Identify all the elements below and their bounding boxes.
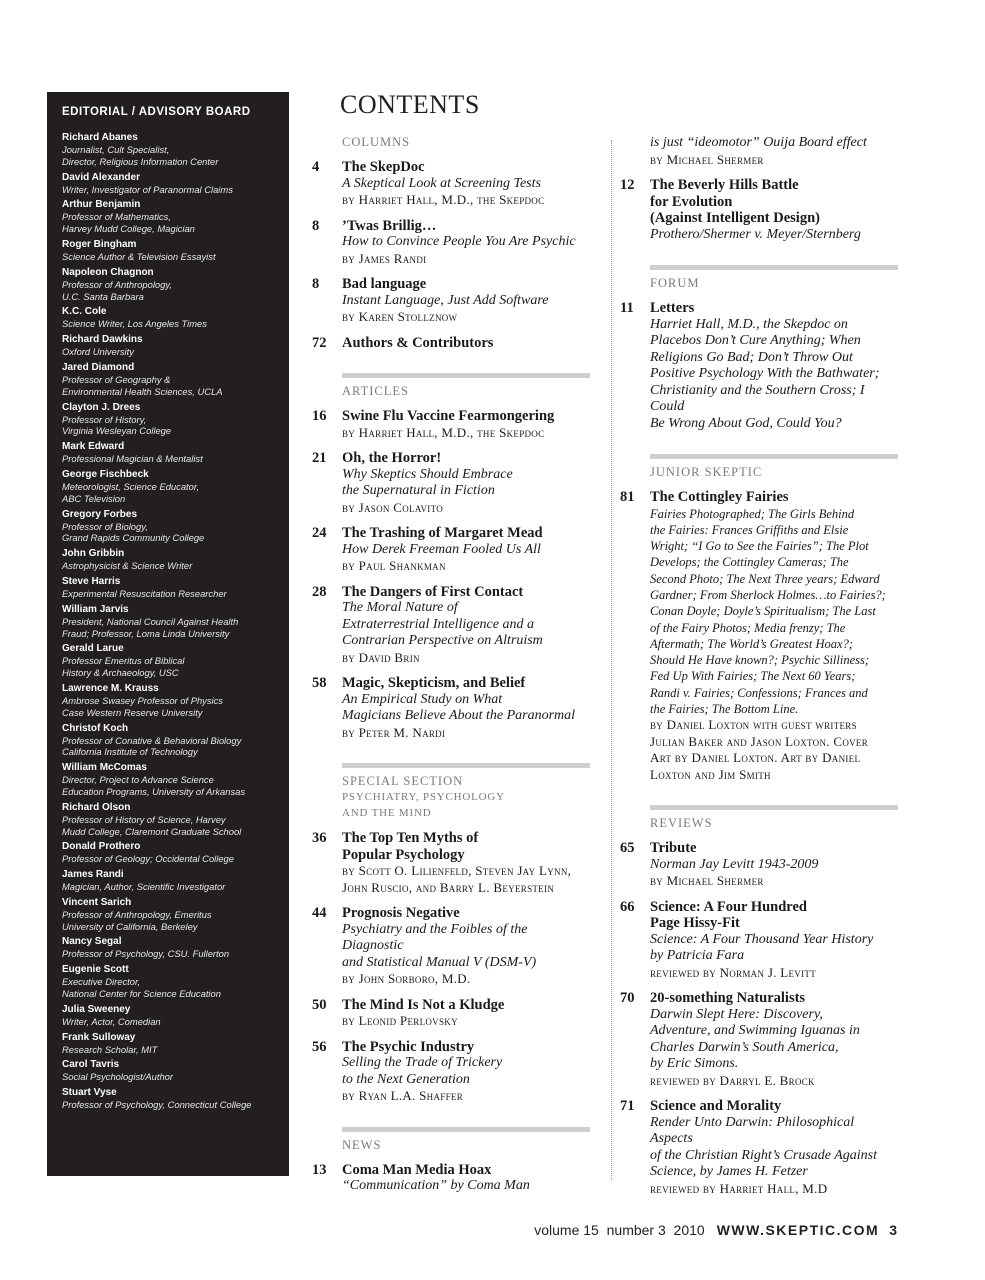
section-junior-skeptic xyxy=(620,454,898,783)
toc-entry[interactable] xyxy=(312,830,590,896)
column-divider xyxy=(611,140,612,1180)
entry-title[interactable]: Tribute xyxy=(650,840,697,857)
board-member xyxy=(62,723,279,759)
entry-description: Psychiatry and the Foibles of the Diagnostic xyxy=(342,921,528,953)
entry-description: Conan Doyle; Doyle’s Spiritualism; The Last xyxy=(650,604,876,619)
entry-title[interactable]: The Trashing of Margaret Mead xyxy=(342,525,543,541)
entry-title[interactable]: Magic, Skepticism, and Belief xyxy=(342,675,526,691)
member-role: Professor of Psychology, Connecticut College xyxy=(62,1099,252,1111)
member-role: Professor of Geography & xyxy=(62,373,171,385)
toc-entry[interactable] xyxy=(312,276,590,326)
entry-description: the Supernatural in Fiction xyxy=(342,483,495,498)
member-name: David Alexander xyxy=(62,171,140,183)
entry-description: of the Christian Right’s Crusade Against xyxy=(650,1147,878,1163)
entry-description: Magicians Believe About the Paranormal xyxy=(342,708,576,723)
entry-description: Christianity and the Southern Cross; I Could xyxy=(650,382,865,414)
entry-byline: by David Brin xyxy=(342,649,420,665)
member-name: Clayton J. Drees xyxy=(62,401,141,413)
page-number: 44 xyxy=(312,905,327,921)
member-name: Lawrence M. Krauss xyxy=(62,682,159,694)
entry-description: by Patricia Fara xyxy=(650,948,745,964)
member-name: Vincent Sarich xyxy=(62,896,132,908)
member-role: Ambrose Swasey Professor of Physics xyxy=(62,694,223,706)
entry-description: An Empirical Study on What xyxy=(342,691,503,707)
member-role: Professor of Anthropology, Emeritus xyxy=(62,908,212,920)
member-role: Professor of Anthropology, xyxy=(62,278,172,290)
member-role: Social Psychologist/Author xyxy=(62,1071,173,1083)
entry-title[interactable]: Authors & Contributors xyxy=(342,334,494,351)
member-role: Writer, Investigator of Paranormal Claims xyxy=(62,183,233,195)
entry-title[interactable]: The Mind Is Not a Kludge xyxy=(342,996,505,1013)
entry-byline: Julian Baker and Jason Loxton. Cover xyxy=(650,733,869,749)
entry-description: Norman Jay Levitt 1943-2009 xyxy=(650,856,819,872)
entry-byline: by John Sorboro, M.D. xyxy=(342,971,471,986)
board-member xyxy=(62,548,279,572)
entry-description: Fed Up With Fairies; The Next 60 Years; xyxy=(650,669,856,684)
section-heading: REVIEWS xyxy=(650,816,713,831)
toc-entry[interactable] xyxy=(312,218,590,268)
member-role: Professor of History of Science, Harvey xyxy=(62,813,226,825)
section-heading: ARTICLES xyxy=(342,384,409,398)
entry-byline: by Michael Shermer xyxy=(650,151,764,167)
entry-title[interactable]: The Cottingley Fairies xyxy=(650,489,789,505)
entry-description: Gardner; From Sherlock Holmes…to Fairies?; xyxy=(650,587,886,602)
member-name: Arthur Benjamin xyxy=(62,199,141,211)
page-footer xyxy=(534,1222,897,1238)
member-role: Science Writer, Los Angeles Times xyxy=(62,318,207,330)
toc-entry[interactable] xyxy=(312,450,590,516)
section-heading: FORUM xyxy=(650,276,700,290)
entry-description: Wright; “I Go to See the Fairies”; The Plot xyxy=(650,539,869,554)
entry-title[interactable]: Page Hissy-Fit xyxy=(650,915,740,932)
entry-byline: by Karen Stollznow xyxy=(342,309,458,324)
member-name: Mark Edward xyxy=(62,441,125,453)
toc-entry[interactable] xyxy=(312,335,590,352)
member-role: University of California, Berkeley xyxy=(62,920,198,932)
toc-entry[interactable] xyxy=(312,997,590,1030)
toc-entry[interactable] xyxy=(312,525,590,575)
member-name: Steve Harris xyxy=(62,575,121,587)
entry-title[interactable]: The Dangers of First Contact xyxy=(342,583,524,600)
entry-byline: John Ruscio, and Barry L. Beyerstein xyxy=(342,879,555,895)
entry-byline: by Peter M. Nardi xyxy=(342,724,446,740)
entry-description: Religions Go Bad; Don’t Throw Out xyxy=(650,349,853,365)
contents-left-column xyxy=(312,135,590,1195)
section-columns xyxy=(312,135,590,351)
entry-byline: Loxton and Jim Smith xyxy=(650,766,771,782)
member-role: Astrophysicist & Science Writer xyxy=(62,560,193,572)
page-number: 58 xyxy=(312,675,327,691)
entry-description: is just “ideomotor” Ouija Board effect xyxy=(650,135,867,150)
board-member xyxy=(62,683,279,719)
member-name: Frank Sulloway xyxy=(62,1031,136,1043)
entry-title[interactable]: The SkepDoc xyxy=(342,159,425,175)
entry-byline: by Paul Shankman xyxy=(342,558,446,573)
entry-title[interactable]: The Top Ten Myths of xyxy=(342,830,479,846)
entry-title[interactable]: Popular Psychology xyxy=(342,846,465,863)
toc-entry[interactable] xyxy=(312,408,590,441)
member-role: Professional Magician & Mentalist xyxy=(62,453,203,465)
entry-byline: Art by Daniel Loxton. Art by Daniel xyxy=(650,750,861,766)
entry-byline: by Jason Colavito xyxy=(342,499,444,515)
entry-description: Selling the Trade of Trickery xyxy=(342,1055,503,1070)
page-number: 4 xyxy=(312,159,320,175)
entry-description: Prothero/Shermer v. Meyer/Sternberg xyxy=(650,226,861,242)
entry-title[interactable]: (Against Intelligent Design) xyxy=(650,210,820,226)
entry-title[interactable]: The Psychic Industry xyxy=(342,1038,475,1055)
member-name: George Fischbeck xyxy=(62,468,149,480)
member-role: Professor of History, xyxy=(62,413,147,425)
member-role: Oxford University xyxy=(62,346,134,358)
member-name: Stuart Vyse xyxy=(62,1087,117,1099)
section-news xyxy=(312,1127,590,1195)
section-heading: NEWS xyxy=(342,1137,382,1152)
entry-description: Harriet Hall, M.D., the Skepdoc on xyxy=(650,316,848,332)
site-url[interactable]: WWW.SKEPTIC.COM xyxy=(716,1222,880,1238)
continued-entry xyxy=(620,135,898,168)
toc-entry[interactable] xyxy=(312,584,590,667)
board-member xyxy=(62,199,279,235)
page-number: 66 xyxy=(620,898,635,915)
section-special-section xyxy=(312,763,590,1105)
entry-byline: reviewed by Darryl E. Brock xyxy=(650,1072,815,1088)
page-number: 81 xyxy=(620,489,635,505)
member-role: Professor of Conative & Behavioral Biology xyxy=(62,734,242,746)
member-name: Gregory Forbes xyxy=(62,508,138,520)
section-heading: SPECIAL SECTION xyxy=(342,774,464,788)
board-member xyxy=(62,576,279,600)
member-role: History & Archaeology, USC xyxy=(62,667,179,679)
entry-description: Adventure, and Swimming Iguanas in xyxy=(650,1023,860,1039)
entry-title[interactable]: Letters xyxy=(650,300,695,316)
toc-entry[interactable] xyxy=(312,159,590,209)
member-name: Eugenie Scott xyxy=(62,964,129,976)
entry-description: Instant Language, Just Add Software xyxy=(342,292,549,308)
entry-title[interactable]: 20-something Naturalists xyxy=(650,990,806,1007)
entry-description: Randi v. Fairies; Confessions; Frances and xyxy=(650,685,868,700)
board-member xyxy=(62,1059,279,1083)
page-number: 24 xyxy=(312,525,327,541)
board-member xyxy=(62,1004,279,1028)
page-number: 8 xyxy=(312,217,320,234)
entry-title[interactable]: Oh, the Horror! xyxy=(342,450,442,466)
entry-description: Darwin Slept Here: Discovery, xyxy=(650,1006,823,1022)
board-member xyxy=(62,1087,279,1111)
board-member xyxy=(62,239,279,263)
section-articles xyxy=(312,373,590,741)
board-member xyxy=(62,441,279,465)
member-role: Research Scholar, MIT xyxy=(62,1043,158,1055)
board-member xyxy=(62,964,279,1000)
page-number: 8 xyxy=(312,276,320,292)
member-role: Journalist, Cult Specialist, xyxy=(62,144,170,155)
entry-description: Contrarian Perspective on Altruism xyxy=(342,633,543,648)
entry-byline: by Harriet Hall, M.D., the Skepdoc xyxy=(342,424,545,440)
toc-entry[interactable] xyxy=(620,899,898,982)
entry-description: Science, by James H. Fetzer xyxy=(650,1164,808,1180)
entry-title[interactable]: for Evolution xyxy=(650,193,733,210)
board-member xyxy=(62,643,279,679)
entry-description: Charles Darwin’s South America, xyxy=(650,1039,839,1055)
member-name: Carol Tavris xyxy=(62,1059,120,1071)
entry-title[interactable]: The Beverly Hills Battle xyxy=(650,177,799,193)
entry-byline: by Scott O. Lilienfeld, Steven Jay Lynn, xyxy=(342,863,572,878)
entry-description: “Communication” by Coma Man xyxy=(342,1178,530,1193)
member-name: Gerald Larue xyxy=(62,643,124,655)
entry-description: the Fairies; The Bottom Line. xyxy=(650,702,799,717)
member-role: National Center for Science Education xyxy=(62,988,221,1000)
entry-byline: by Michael Shermer xyxy=(650,873,764,889)
member-role: Virginia Wesleyan College xyxy=(62,425,172,437)
entry-title[interactable]: ’Twas Brillig… xyxy=(342,217,437,234)
entry-description: Develops; the Cottingley Cameras; The xyxy=(650,555,849,570)
toc-entry[interactable] xyxy=(620,177,898,243)
board-member-list xyxy=(62,132,279,1111)
page-title: CONTENTS xyxy=(340,90,480,119)
toc-entry[interactable] xyxy=(620,840,898,890)
member-role: Professor Emeritus of Biblical xyxy=(62,655,185,667)
toc-entry[interactable] xyxy=(312,905,590,988)
entry-description: How Derek Freeman Fooled Us All xyxy=(342,541,541,557)
board-member xyxy=(62,402,279,438)
entry-title[interactable]: Science: A Four Hundred xyxy=(650,898,807,915)
entry-description: and Statistical Manual V (DSM-V) xyxy=(342,954,537,970)
member-role: Writer, Actor, Comedian xyxy=(62,1015,161,1027)
entry-title[interactable]: Bad language xyxy=(342,276,427,292)
entry-description: How to Convince People You Are Psychic xyxy=(342,234,576,249)
board-title: EDITORIAL / ADVISORY BOARD xyxy=(62,106,251,118)
section-heading: JUNIOR SKEPTIC xyxy=(650,465,763,479)
member-role: Professor of Biology, xyxy=(62,520,148,532)
entry-description: Why Skeptics Should Embrace xyxy=(342,466,513,482)
entry-byline: reviewed by Norman J. Levitt xyxy=(650,964,817,980)
section-subheading: AND THE MIND xyxy=(342,807,432,819)
member-name: Richard Dawkins xyxy=(62,334,143,346)
entry-byline: by James Randi xyxy=(342,250,427,266)
entry-description: The Moral Nature of xyxy=(342,600,458,615)
entry-byline: by Harriet Hall, M.D., the Skepdoc xyxy=(342,192,545,207)
page-number: 21 xyxy=(312,450,327,466)
toc-entry[interactable] xyxy=(620,1098,898,1197)
board-member xyxy=(62,936,279,960)
board-member xyxy=(62,604,279,640)
board-member xyxy=(62,267,279,303)
board-member xyxy=(62,897,279,933)
entry-description: Extraterrestrial Intelligence and a xyxy=(342,616,534,632)
member-name: James Randi xyxy=(62,869,124,881)
entry-title[interactable]: Prognosis Negative xyxy=(342,905,460,921)
member-role: Meteorologist, Science Educator, xyxy=(62,480,200,492)
board-member xyxy=(62,762,279,798)
page-number: 12 xyxy=(620,177,635,193)
member-role: Professor of Psychology, CSU. Fullerton xyxy=(62,948,230,960)
member-role: ABC Television xyxy=(62,492,126,504)
member-role: Magician, Author, Scientific Investigator xyxy=(62,881,226,893)
member-role: Harvey Mudd College, Magician xyxy=(62,223,195,235)
page-number: 3 xyxy=(889,1222,897,1238)
member-role: Mudd College, Claremont Graduate School xyxy=(62,825,242,837)
member-role: Professor of Geology; Occidental College xyxy=(62,853,234,865)
toc-entry[interactable] xyxy=(620,489,898,783)
entry-byline: by Daniel Loxton with guest writers xyxy=(650,717,857,733)
member-role: Director, Religious Information Center xyxy=(62,155,219,167)
page-number: 71 xyxy=(620,1098,635,1115)
member-name: Nancy Segal xyxy=(62,936,122,948)
entry-title[interactable]: Swine Flu Vaccine Fearmongering xyxy=(342,408,555,424)
entry-byline: reviewed by Harriet Hall, M.D xyxy=(650,1180,828,1196)
entry-description: Be Wrong About God, Could You? xyxy=(650,415,842,431)
board-member xyxy=(62,841,279,865)
board-member xyxy=(62,132,279,168)
member-name: K.C. Cole xyxy=(62,306,107,318)
entry-description: A Skeptical Look at Screening Tests xyxy=(342,175,541,191)
board-member xyxy=(62,509,279,545)
entry-description: of the Fairy Photos; Media frenzy; The xyxy=(650,620,846,635)
section-rule xyxy=(650,454,898,459)
page-number: 11 xyxy=(620,300,634,316)
page-number: 36 xyxy=(312,830,327,846)
member-name: Jared Diamond xyxy=(62,361,135,373)
page-number: 65 xyxy=(620,840,635,857)
member-role: Science Author & Television Essayist xyxy=(62,250,216,262)
section-reviews xyxy=(620,805,898,1197)
member-role: Professor of Mathematics, xyxy=(62,211,171,223)
member-role: Experimental Resuscitation Researcher xyxy=(62,587,227,599)
toc-entry[interactable] xyxy=(312,675,590,741)
page-number: 13 xyxy=(312,1161,327,1178)
member-name: Julia Sweeney xyxy=(62,1003,131,1015)
section-forum xyxy=(620,265,898,432)
board-member xyxy=(62,869,279,893)
member-role: U.C. Santa Barbara xyxy=(62,290,144,302)
section-rule xyxy=(342,763,590,768)
section-rule xyxy=(650,265,898,270)
toc-entry[interactable] xyxy=(620,990,898,1089)
board-member xyxy=(62,306,279,330)
entry-title[interactable]: Science and Morality xyxy=(650,1098,782,1115)
member-name: William Jarvis xyxy=(62,603,129,615)
board-member xyxy=(62,1032,279,1056)
section-rule xyxy=(342,1127,590,1132)
entry-description: the Fairies: Frances Griffiths and Elsie xyxy=(650,522,849,537)
member-role: Director, Project to Advance Science xyxy=(62,774,214,786)
toc-entry[interactable] xyxy=(312,1039,590,1105)
section-rule xyxy=(650,805,898,810)
board-member xyxy=(62,172,279,196)
editorial-board xyxy=(47,92,289,1176)
page-number: 16 xyxy=(312,408,327,424)
member-name: John Gribbin xyxy=(62,548,125,560)
contents-right-column xyxy=(620,135,898,1197)
toc-entry[interactable] xyxy=(312,1162,590,1195)
entry-description: Render Unto Darwin: Philosophical Aspects xyxy=(650,1114,855,1147)
entry-byline: by Ryan L.A. Shaffer xyxy=(342,1088,463,1103)
member-role: Fraud; Professor, Loma Linda University xyxy=(62,627,230,639)
member-name: Christof Koch xyxy=(62,722,129,734)
board-member xyxy=(62,469,279,505)
entry-description: Positive Psychology With the Bathwater; xyxy=(650,366,880,381)
entry-description: Should He Have known?; Psychic Silliness; xyxy=(650,653,870,668)
member-name: Roger Bingham xyxy=(62,238,137,250)
section-subheading: PSYCHIATRY, PSYCHOLOGY xyxy=(342,791,505,803)
member-role: Education Programs, University of Arkansas xyxy=(62,785,246,797)
member-role: California Institute of Technology xyxy=(62,746,198,758)
board-member xyxy=(62,334,279,358)
page-number: 28 xyxy=(312,583,327,600)
member-role: Environmental Health Sciences, UCLA xyxy=(62,385,223,397)
entry-description: Placebos Don’t Cure Anything; When xyxy=(650,333,861,348)
entry-description: to the Next Generation xyxy=(342,1071,470,1087)
entry-description: Fairies Photographed; The Girls Behind xyxy=(650,506,855,521)
section-rule xyxy=(342,373,590,378)
entry-description: Second Photo; The Next Three years; Edward xyxy=(650,571,880,586)
entry-description: by Eric Simons. xyxy=(650,1056,739,1072)
board-member xyxy=(62,802,279,838)
member-name: William McComas xyxy=(62,762,147,774)
member-role: Grand Rapids Community College xyxy=(62,532,205,544)
member-role: President, National Council Against Health xyxy=(62,615,239,627)
member-name: Richard Olson xyxy=(62,801,131,813)
member-name: Donald Prothero xyxy=(62,841,141,853)
board-member xyxy=(62,362,279,398)
page-number: 50 xyxy=(312,996,327,1013)
member-role: Case Western Reserve University xyxy=(62,706,203,718)
entry-title[interactable]: Coma Man Media Hoax xyxy=(342,1161,492,1178)
entry-byline: by Leonid Perlovsky xyxy=(342,1013,458,1028)
section-heading: COLUMNS xyxy=(342,135,411,149)
member-name: Napoleon Chagnon xyxy=(62,266,154,278)
member-role: Executive Director, xyxy=(62,976,141,988)
issue-info: volume 15 number 3 2010 xyxy=(534,1222,705,1238)
page-number: 56 xyxy=(312,1038,327,1055)
member-name: Richard Abanes xyxy=(62,132,138,143)
page-number: 70 xyxy=(620,990,635,1007)
page-number: 72 xyxy=(312,334,327,351)
entry-description: Aftermath; The World’s Greatest Hoax?; xyxy=(650,636,853,651)
toc-entry[interactable] xyxy=(620,300,898,432)
entry-description: Science: A Four Thousand Year History xyxy=(650,931,874,947)
